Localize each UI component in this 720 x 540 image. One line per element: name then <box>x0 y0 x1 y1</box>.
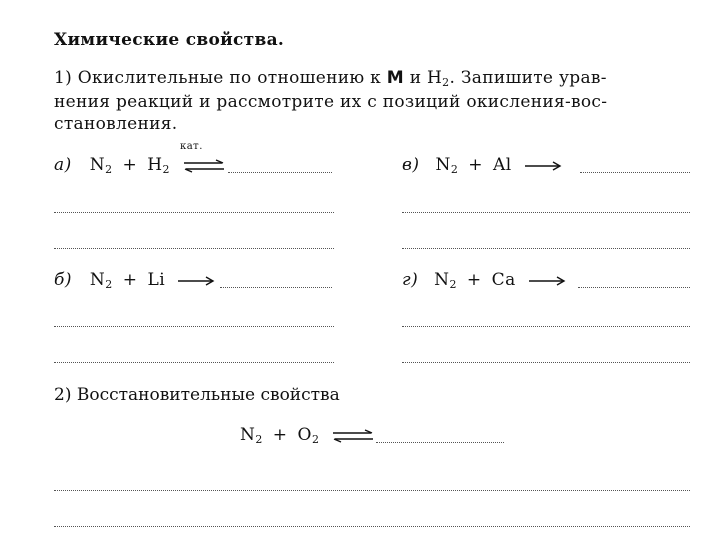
answer-line[interactable] <box>54 212 334 213</box>
task1-line2: нения реакций и рассмотрите их с позиций окисления-вос- <box>54 92 608 112</box>
reaction-a <box>54 141 226 176</box>
reaction-b-label: б) <box>54 270 73 290</box>
reaction-oxygen-reactant2: O <box>297 425 312 445</box>
answer-line[interactable] <box>54 248 334 249</box>
answer-line[interactable] <box>54 490 690 491</box>
reaction-oxygen <box>240 425 375 446</box>
task1-line1 <box>54 68 607 89</box>
task1-hydrogen: и H <box>404 68 443 88</box>
answer-line[interactable] <box>54 526 690 527</box>
reaction-a-reactant1-subscript: 2 <box>105 163 113 176</box>
reaction-v-reactant2: Al <box>492 155 512 175</box>
reaction-g-reactant1-subscript: 2 <box>449 278 458 291</box>
page-title: Химические свойства. <box>54 30 285 50</box>
reaction-g-reactant2: Ca <box>491 270 516 290</box>
right-arrow-icon <box>524 161 562 171</box>
task1-line3: становления. <box>54 114 178 134</box>
reaction-a-plus: + <box>122 155 138 175</box>
reaction-oxygen-reactant1: N <box>240 425 256 445</box>
right-arrow-icon <box>177 276 215 286</box>
reaction-v-label: в) <box>402 155 420 175</box>
reaction-v-plus: + <box>468 155 483 175</box>
reaction-a-label: а) <box>54 155 72 175</box>
equilibrium-arrow-icon <box>176 141 226 175</box>
task1-metal-symbol: M <box>386 68 404 88</box>
reaction-g-plus: + <box>466 270 482 290</box>
reaction-b-plus: + <box>122 270 138 290</box>
reaction-a-reactant1: N <box>89 155 106 175</box>
task1-hydrogen-subscript: 2 <box>442 76 450 89</box>
reaction-g-label: г) <box>402 270 419 290</box>
answer-line[interactable] <box>228 172 332 173</box>
reaction-oxygen-plus: + <box>272 425 288 445</box>
reaction-b-reactant2: Li <box>147 270 166 290</box>
answer-line[interactable] <box>402 248 690 249</box>
answer-line[interactable] <box>376 442 504 443</box>
reaction-oxygen-reactant2-subscript: 2 <box>311 433 320 446</box>
reaction-g <box>402 270 566 291</box>
reaction-a-reactant2: H <box>147 155 163 175</box>
equilibrium-arrow-icon <box>331 429 375 443</box>
answer-line[interactable] <box>54 326 334 327</box>
answer-line[interactable] <box>54 362 334 363</box>
task1-text: 1) Окислительные по отношению к <box>54 68 387 88</box>
reaction-v-reactant1: N <box>435 155 451 175</box>
answer-line[interactable] <box>402 362 690 363</box>
reaction-b-reactant1-subscript: 2 <box>105 278 113 291</box>
task2-heading: 2) Восстановительные свойства <box>54 385 340 405</box>
answer-line[interactable] <box>402 212 690 213</box>
reaction-oxygen-reactant1-subscript: 2 <box>255 433 263 446</box>
reaction-g-reactant1: N <box>434 270 450 290</box>
reaction-a-reactant2-subscript: 2 <box>162 163 171 176</box>
answer-line[interactable] <box>580 172 690 173</box>
answer-line[interactable] <box>402 326 690 327</box>
catalyst-label: кат. <box>179 141 203 152</box>
right-arrow-icon <box>528 276 566 286</box>
answer-line[interactable] <box>220 287 332 288</box>
reaction-v-reactant1-subscript: 2 <box>450 163 459 176</box>
reaction-v <box>402 155 562 176</box>
reaction-b <box>54 270 215 291</box>
answer-line[interactable] <box>578 287 690 288</box>
task1-text-end: . Запишите урав- <box>449 68 607 88</box>
reaction-b-reactant1: N <box>89 270 106 290</box>
